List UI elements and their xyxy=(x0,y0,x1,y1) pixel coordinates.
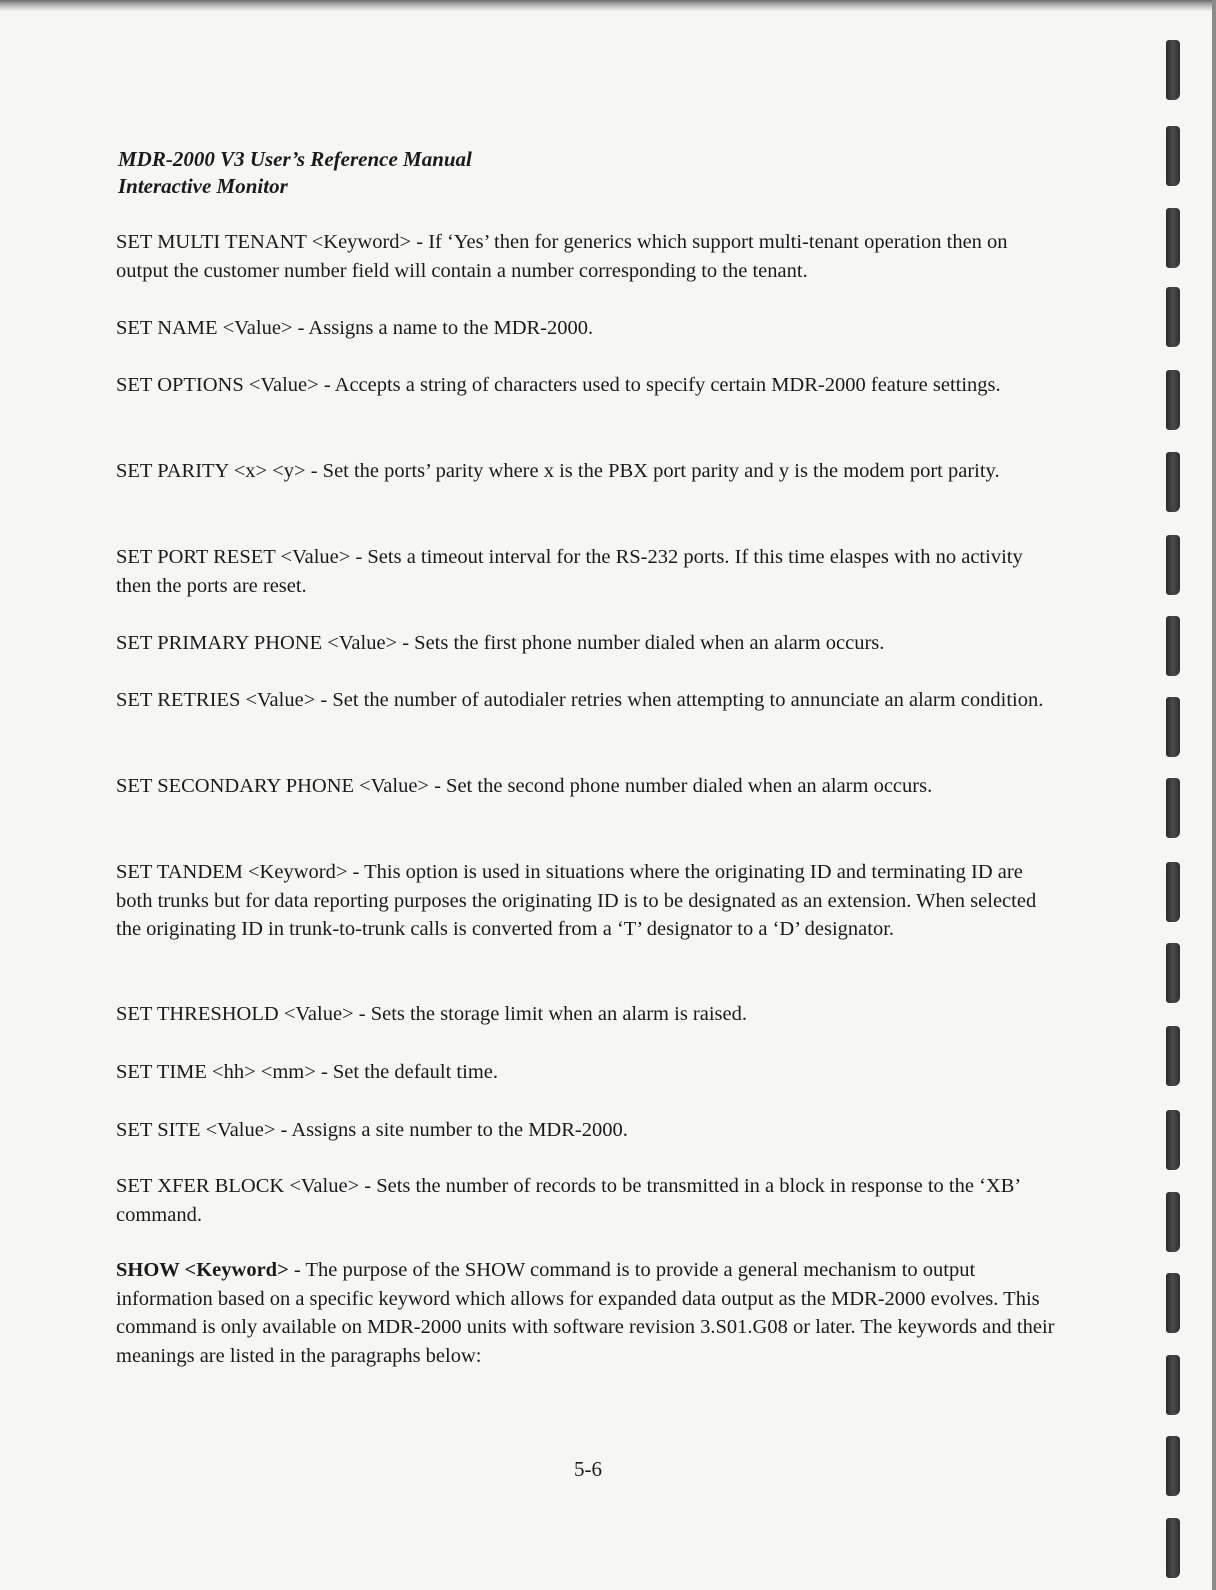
binding-hole xyxy=(1166,1273,1180,1333)
page-number: 5-6 xyxy=(574,1457,602,1481)
binding-hole xyxy=(1166,452,1180,512)
binding-hole xyxy=(1166,778,1180,838)
entry-set-multi-tenant: SET MULTI TENANT <Keyword> - If ‘Yes’ then for generics which support multi-tenant operation then on output the customer number field will contain a number corresponding to the tenant. xyxy=(116,231,1008,282)
entry-set-time: SET TIME <hh> <mm> - Set the default time. xyxy=(116,1061,498,1083)
binding-hole xyxy=(1166,40,1180,100)
binding-hole xyxy=(1166,370,1180,430)
binding-hole xyxy=(1166,616,1180,676)
entry-set-options: SET OPTIONS <Value> - Accepts a string of characters used to specify certain MDR-2000 feature settings. xyxy=(116,374,1001,396)
binding-hole xyxy=(1166,943,1180,1003)
entry-set-parity: SET PARITY <x> <y> - Set the ports’ parity where x is the PBX port parity and y is the modem port parity. xyxy=(116,460,1000,482)
binding-hole xyxy=(1166,1110,1180,1170)
binding-hole xyxy=(1166,1026,1180,1086)
binding-holes xyxy=(1166,0,1190,1590)
entry-set-secondary-phone: SET SECONDARY PHONE <Value> - Set the second phone number dialed when an alarm occurs. xyxy=(116,775,933,797)
entry-set-tandem: SET TANDEM <Keyword> - This option is used in situations where the originating ID and terminating ID are both trunks but for data reporting purposes the originating ID is to be designated as an extension. When selected the originating ID in trunk-to-trunk calls is converted from a ‘T’ designator to a ‘D’ designator. xyxy=(116,861,1037,940)
binding-hole xyxy=(1166,1355,1180,1415)
scan-right-edge xyxy=(1212,0,1216,1590)
show-keyword: SHOW <Keyword> xyxy=(116,1259,289,1281)
scan-top-edge xyxy=(0,0,1216,12)
entry-set-port-reset: SET PORT RESET <Value> - Sets a timeout interval for the RS-232 ports. If this time elaspes with no activity then the ports are reset. xyxy=(116,546,1023,597)
binding-hole xyxy=(1166,126,1180,186)
show-description: - The purpose of the SHOW command is to provide a general mechanism to output information based on a specific keyword which allows for expanded data output as the MDR-2000 evolves. This command is only available on MDR-2000 units with software revision 3.S01.G08 or later. The keywords and their meanings are listed in the paragraphs below: xyxy=(116,1259,1055,1367)
entry-set-site: SET SITE <Value> - Assigns a site number to the MDR-2000. xyxy=(116,1119,628,1141)
binding-hole xyxy=(1166,1518,1180,1578)
binding-hole xyxy=(1166,287,1180,347)
binding-hole xyxy=(1166,697,1180,757)
running-header xyxy=(118,146,472,200)
entry-set-threshold: SET THRESHOLD <Value> - Sets the storage limit when an alarm is raised. xyxy=(116,1003,747,1025)
manual-title: MDR-2000 V3 User’s Reference Manual xyxy=(118,147,472,171)
binding-hole xyxy=(1166,1192,1180,1252)
entry-set-xfer-block: SET XFER BLOCK <Value> - Sets the number of records to be transmitted in a block in response to the ‘XB’ command. xyxy=(116,1175,1020,1226)
binding-hole xyxy=(1166,208,1180,268)
entry-set-name: SET NAME <Value> - Assigns a name to the MDR-2000. xyxy=(116,317,594,339)
binding-hole xyxy=(1166,535,1180,595)
section-title: Interactive Monitor xyxy=(118,174,288,198)
binding-hole xyxy=(1166,862,1180,922)
entry-show xyxy=(116,1256,1056,1370)
entry-set-primary-phone: SET PRIMARY PHONE <Value> - Sets the first phone number dialed when an alarm occurs. xyxy=(116,632,885,654)
entry-set-retries: SET RETRIES <Value> - Set the number of autodialer retries when attempting to annunciate an alarm condition. xyxy=(116,689,1044,711)
